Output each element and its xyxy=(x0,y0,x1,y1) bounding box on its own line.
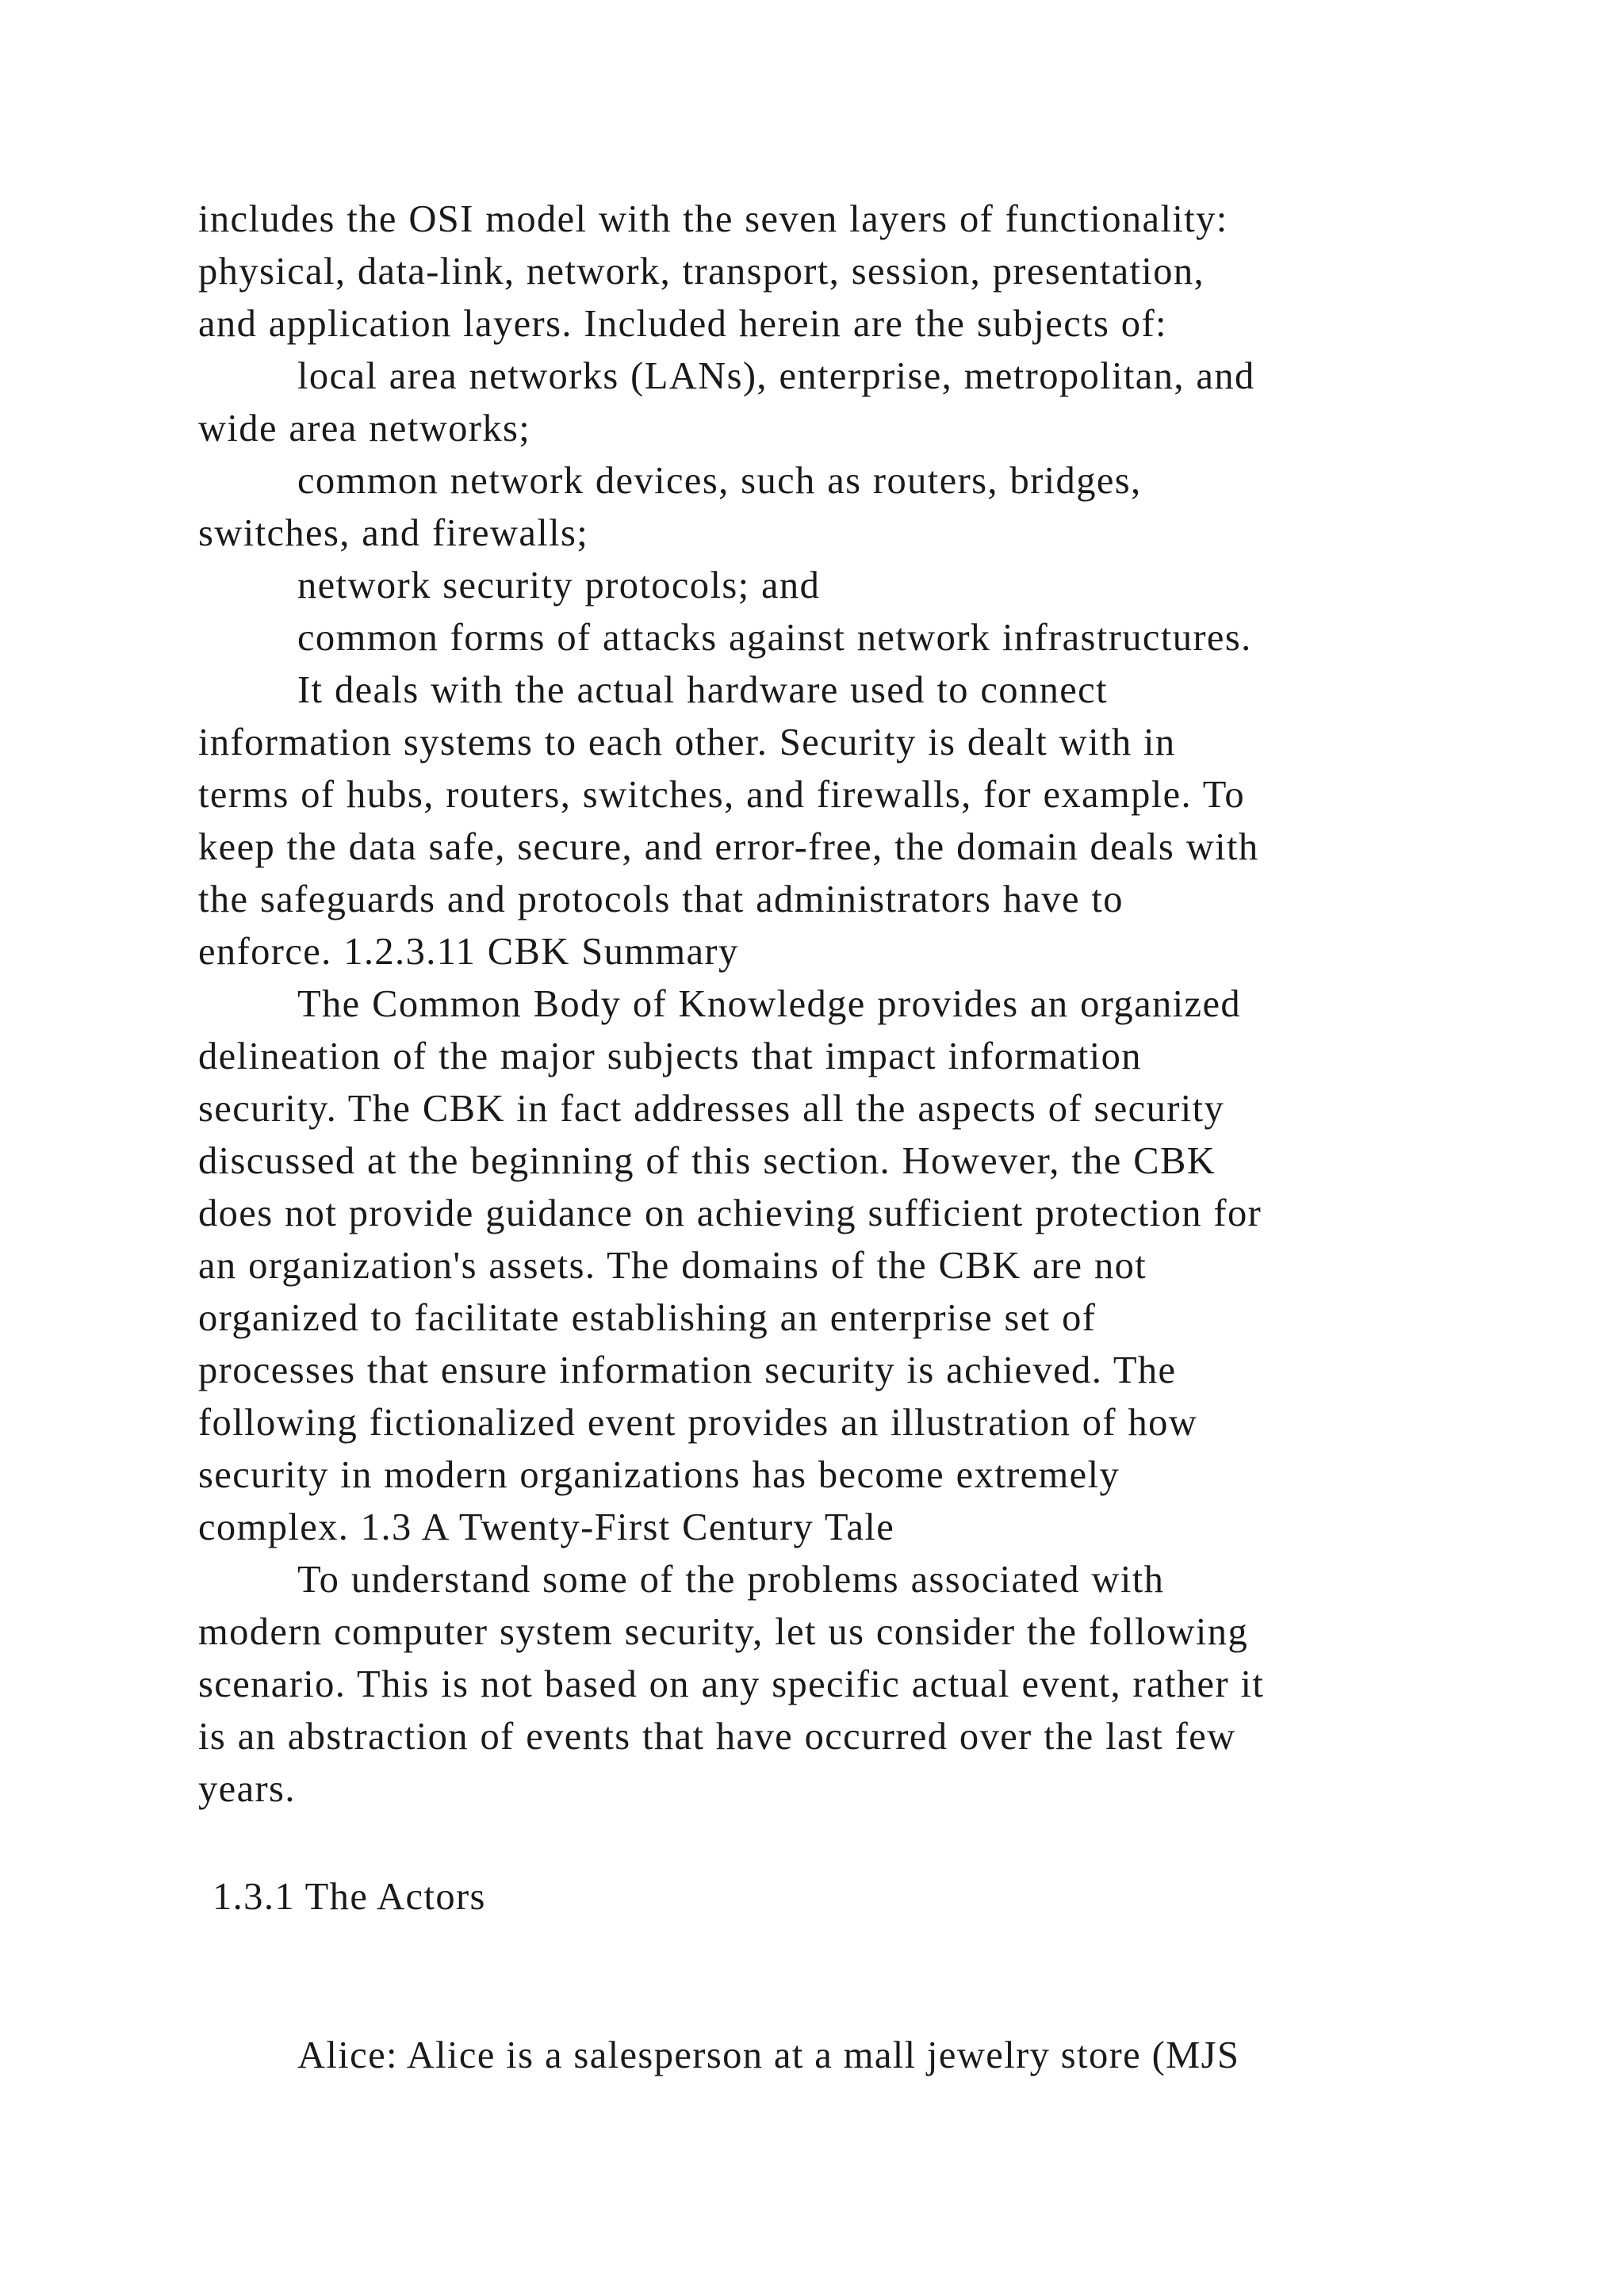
text-line: switches, and firewalls; xyxy=(198,512,589,554)
section-heading: 1.3.1 The Actors xyxy=(213,1876,486,1918)
text-line: common network devices, such as routers, bridges, xyxy=(297,460,1142,502)
text-line: scenario. This is not based on any specific actual event, rather it xyxy=(198,1663,1265,1705)
text-line: an organization's assets. The domains of the CBK are not xyxy=(198,1245,1147,1287)
text-line: network security protocols; and xyxy=(297,564,821,607)
text-line: and application layers. Included herein are the subjects of: xyxy=(198,303,1167,345)
text-line: does not provide guidance on achieving sufficient protection for xyxy=(198,1192,1262,1234)
text-line: terms of hubs, routers, switches, and firewalls, for example. To xyxy=(198,774,1245,816)
final-paragraph-line: Alice: Alice is a salesperson at a mall jewelry store (MJS xyxy=(297,2034,1240,2076)
text-line: wide area networks; xyxy=(198,408,531,450)
text-line: discussed at the beginning of this section. However, the CBK xyxy=(198,1140,1216,1182)
text-line: It deals with the actual hardware used to connect xyxy=(297,669,1108,711)
text-line: local area networks (LANs), enterprise, metropolitan, and xyxy=(297,355,1255,397)
text-line: security. The CBK in fact addresses all the aspects of security xyxy=(198,1088,1225,1130)
text-line: common forms of attacks against network infrastructures. xyxy=(297,617,1252,659)
text-line: delineation of the major subjects that impact information xyxy=(198,1035,1142,1077)
text-line: is an abstraction of events that have occurred over the last few xyxy=(198,1716,1236,1758)
text-line: modern computer system security, let us consider the following xyxy=(198,1611,1249,1653)
text-line: physical, data-link, network, transport, session, presentation, xyxy=(198,251,1205,293)
text-line: the safeguards and protocols that administrators have to xyxy=(198,878,1124,920)
text-line: organized to facilitate establishing an enterprise set of xyxy=(198,1297,1097,1339)
text-line: includes the OSI model with the seven layers of functionality: xyxy=(198,198,1228,240)
text-line: enforce. 1.2.3.11 CBK Summary xyxy=(198,931,739,973)
text-line: years. xyxy=(198,1768,296,1810)
text-line: The Common Body of Knowledge provides an organized xyxy=(297,983,1242,1025)
text-line: processes that ensure information security is achieved. The xyxy=(198,1349,1177,1391)
text-line: information systems to each other. Security is dealt with in xyxy=(198,721,1176,763)
text-line: following fictionalized event provides an illustration of how xyxy=(198,1402,1198,1444)
body-text xyxy=(198,193,1546,1816)
text-line: To understand some of the problems associated with xyxy=(297,1559,1165,1601)
text-line: keep the data safe, secure, and error-free, the domain deals with xyxy=(198,826,1259,868)
text-line: security in modern organizations has become extremely xyxy=(198,1454,1120,1496)
text-line: complex. 1.3 A Twenty-First Century Tale xyxy=(198,1506,895,1548)
